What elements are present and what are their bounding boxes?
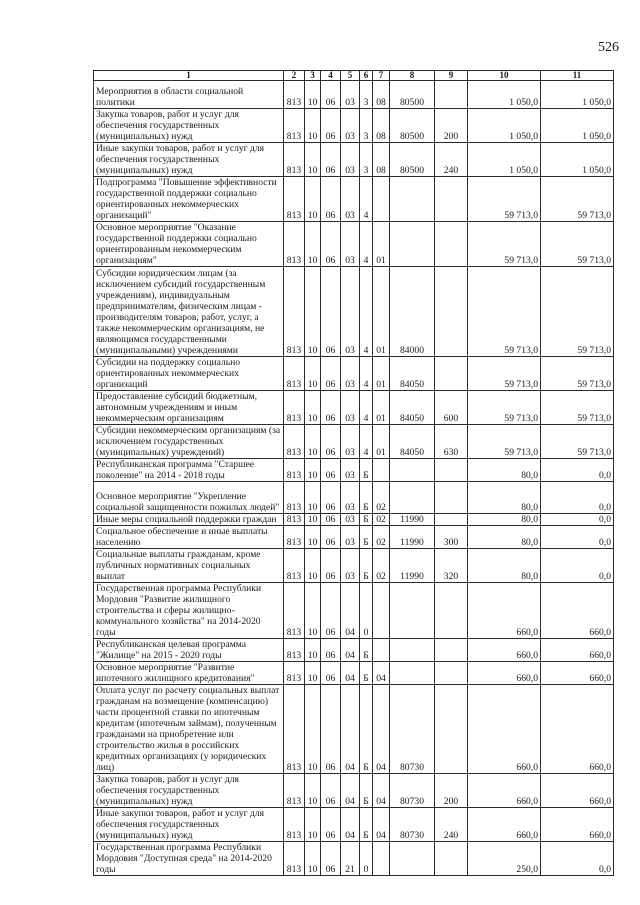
table-row — [94, 143, 614, 177]
cell-col-10: 660,0 — [468, 774, 541, 808]
cell-col-7: 08 — [373, 81, 390, 109]
cell-col-2: 813 — [284, 222, 305, 267]
row-label: Мероприятия в области социальной политики — [94, 81, 284, 109]
cell-col-4: 06 — [321, 808, 341, 842]
cell-col-9: 240 — [435, 808, 468, 842]
cell-col-9 — [435, 583, 468, 639]
row-label: Социальное обеспечение и иные выплаты населению — [94, 526, 284, 549]
cell-col-4: 06 — [321, 143, 341, 177]
row-label: Субсидии юридическим лицам (за исключением субсидий государственным учреждениям), индивидуальным предпринимателям, физическим лицам - производителям товаров, работ, услуг, а также некоммерческим организациям, не являющимся государственными (муниципальными) учреждениями — [94, 267, 284, 357]
cell-col-4: 06 — [321, 482, 341, 514]
table-row — [94, 514, 614, 526]
cell-col-5: 04 — [341, 685, 360, 774]
cell-col-9: 200 — [435, 774, 468, 808]
column-header-9: 9 — [435, 71, 468, 81]
cell-col-3: 10 — [305, 808, 321, 842]
cell-col-9: 600 — [435, 391, 468, 425]
table-row — [94, 425, 614, 459]
cell-col-9 — [435, 357, 468, 391]
cell-col-9 — [435, 514, 468, 526]
cell-col-8: 11990 — [390, 549, 435, 583]
table-row — [94, 842, 614, 876]
table-row — [94, 685, 614, 774]
row-label: Субсидии некоммерческим организациям (за исключением государственных (муниципальных) учреждений) — [94, 425, 284, 459]
cell-col-8: 80500 — [390, 81, 435, 109]
cell-col-9 — [435, 177, 468, 222]
cell-col-5: 03 — [341, 514, 360, 526]
cell-col-10: 1 050,0 — [468, 109, 541, 143]
column-header-6: 6 — [360, 71, 373, 81]
cell-col-3: 10 — [305, 774, 321, 808]
cell-col-10: 59 713,0 — [468, 425, 541, 459]
row-label: Закупка товаров, работ и услуг для обеспечения государственных (муниципальных) нужд — [94, 774, 284, 808]
cell-col-9: 300 — [435, 526, 468, 549]
cell-col-8 — [390, 177, 435, 222]
cell-col-2: 813 — [284, 774, 305, 808]
cell-col-9 — [435, 842, 468, 876]
cell-col-9: 320 — [435, 549, 468, 583]
cell-col-10: 660,0 — [468, 583, 541, 639]
column-header-4: 4 — [321, 71, 341, 81]
cell-col-10: 660,0 — [468, 808, 541, 842]
cell-col-4: 06 — [321, 685, 341, 774]
cell-col-7: 08 — [373, 143, 390, 177]
cell-col-10: 660,0 — [468, 639, 541, 662]
cell-col-10: 59 713,0 — [468, 357, 541, 391]
cell-col-10: 1 050,0 — [468, 81, 541, 109]
cell-col-11: 660,0 — [541, 583, 614, 639]
row-label: Государственная программа Республики Мордовия "Развитие жилищного строительства и сферы жилищно-коммунального хозяйства" на 2014-2020 годы — [94, 583, 284, 639]
cell-col-3: 10 — [305, 81, 321, 109]
cell-col-7: 01 — [373, 425, 390, 459]
cell-col-3: 10 — [305, 549, 321, 583]
cell-col-6: 4 — [360, 267, 373, 357]
cell-col-2: 813 — [284, 482, 305, 514]
row-label: Иные меры социальной поддержки граждан — [94, 514, 284, 526]
cell-col-11: 660,0 — [541, 774, 614, 808]
cell-col-11: 0,0 — [541, 459, 614, 482]
table-row — [94, 583, 614, 639]
cell-col-10: 59 713,0 — [468, 391, 541, 425]
cell-col-8: 11990 — [390, 514, 435, 526]
cell-col-9: 200 — [435, 109, 468, 143]
column-header-11: 11 — [541, 71, 614, 81]
cell-col-3: 10 — [305, 526, 321, 549]
cell-col-9 — [435, 685, 468, 774]
cell-col-2: 813 — [284, 662, 305, 685]
cell-col-7: 02 — [373, 514, 390, 526]
row-label: Иные закупки товаров, работ и услуг для обеспечения государственных (муниципальных) нужд — [94, 143, 284, 177]
table-row — [94, 639, 614, 662]
cell-col-8 — [390, 482, 435, 514]
cell-col-5: 03 — [341, 391, 360, 425]
column-header-2: 2 — [284, 71, 305, 81]
cell-col-4: 06 — [321, 109, 341, 143]
cell-col-11: 59 713,0 — [541, 177, 614, 222]
cell-col-9 — [435, 81, 468, 109]
cell-col-4: 06 — [321, 81, 341, 109]
cell-col-3: 10 — [305, 425, 321, 459]
cell-col-6: Б — [360, 459, 373, 482]
cell-col-7 — [373, 177, 390, 222]
cell-col-5: 03 — [341, 177, 360, 222]
cell-col-4: 06 — [321, 177, 341, 222]
cell-col-5: 03 — [341, 526, 360, 549]
cell-col-5: 04 — [341, 774, 360, 808]
cell-col-6: Б — [360, 808, 373, 842]
cell-col-7 — [373, 583, 390, 639]
row-label: Республиканская целевая программа "Жилище" на 2015 - 2020 годы — [94, 639, 284, 662]
cell-col-6: 4 — [360, 222, 373, 267]
cell-col-8: 84050 — [390, 425, 435, 459]
page-number: 526 — [598, 40, 619, 55]
cell-col-10: 80,0 — [468, 526, 541, 549]
cell-col-10: 59 713,0 — [468, 177, 541, 222]
cell-col-4: 06 — [321, 459, 341, 482]
cell-col-7: 02 — [373, 549, 390, 583]
cell-col-4: 06 — [321, 526, 341, 549]
cell-col-5: 03 — [341, 267, 360, 357]
table-row — [94, 222, 614, 267]
cell-col-4: 06 — [321, 425, 341, 459]
cell-col-7: 01 — [373, 391, 390, 425]
cell-col-7: 04 — [373, 685, 390, 774]
cell-col-10: 80,0 — [468, 459, 541, 482]
cell-col-6: 3 — [360, 81, 373, 109]
cell-col-8: 80730 — [390, 774, 435, 808]
cell-col-8 — [390, 842, 435, 876]
cell-col-8: 84000 — [390, 267, 435, 357]
table-row — [94, 482, 614, 514]
cell-col-8: 80500 — [390, 109, 435, 143]
cell-col-7 — [373, 842, 390, 876]
column-header-8: 8 — [390, 71, 435, 81]
cell-col-6: 4 — [360, 177, 373, 222]
cell-col-5: 03 — [341, 425, 360, 459]
cell-col-10: 660,0 — [468, 662, 541, 685]
cell-col-10: 80,0 — [468, 514, 541, 526]
cell-col-6: 4 — [360, 357, 373, 391]
cell-col-3: 10 — [305, 143, 321, 177]
table-row — [94, 267, 614, 357]
cell-col-4: 06 — [321, 549, 341, 583]
cell-col-4: 06 — [321, 662, 341, 685]
cell-col-3: 10 — [305, 177, 321, 222]
cell-col-2: 813 — [284, 357, 305, 391]
cell-col-9 — [435, 267, 468, 357]
cell-col-3: 10 — [305, 357, 321, 391]
cell-col-11: 0,0 — [541, 526, 614, 549]
cell-col-8: 11990 — [390, 526, 435, 549]
cell-col-8 — [390, 639, 435, 662]
cell-col-6: 3 — [360, 143, 373, 177]
cell-col-2: 813 — [284, 842, 305, 876]
cell-col-2: 813 — [284, 81, 305, 109]
cell-col-4: 06 — [321, 639, 341, 662]
cell-col-8 — [390, 459, 435, 482]
cell-col-4: 06 — [321, 583, 341, 639]
cell-col-8: 80730 — [390, 685, 435, 774]
cell-col-7: 08 — [373, 109, 390, 143]
cell-col-10: 59 713,0 — [468, 222, 541, 267]
cell-col-2: 813 — [284, 267, 305, 357]
cell-col-3: 10 — [305, 639, 321, 662]
row-label: Субсидии на поддержку социально ориентированных некоммерческих организаций — [94, 357, 284, 391]
table-body — [94, 81, 614, 876]
table-row — [94, 177, 614, 222]
column-header-1: 1 — [94, 71, 284, 81]
cell-col-7 — [373, 459, 390, 482]
cell-col-6: Б — [360, 514, 373, 526]
cell-col-2: 813 — [284, 425, 305, 459]
cell-col-3: 10 — [305, 662, 321, 685]
cell-col-6: Б — [360, 774, 373, 808]
cell-col-11: 660,0 — [541, 639, 614, 662]
cell-col-8: 80500 — [390, 143, 435, 177]
cell-col-7: 01 — [373, 357, 390, 391]
cell-col-3: 10 — [305, 459, 321, 482]
cell-col-8 — [390, 222, 435, 267]
cell-col-7: 04 — [373, 774, 390, 808]
row-label: Подпрограмма "Повышение эффективности государственной поддержки социально ориентированных некоммерческих организаций" — [94, 177, 284, 222]
table-row — [94, 526, 614, 549]
cell-col-11: 0,0 — [541, 482, 614, 514]
table-row — [94, 391, 614, 425]
cell-col-7: 01 — [373, 267, 390, 357]
header-row — [94, 71, 614, 81]
cell-col-11: 0,0 — [541, 842, 614, 876]
cell-col-5: 04 — [341, 583, 360, 639]
cell-col-4: 06 — [321, 514, 341, 526]
table-row — [94, 549, 614, 583]
table-row — [94, 459, 614, 482]
cell-col-3: 10 — [305, 391, 321, 425]
cell-col-11: 1 050,0 — [541, 109, 614, 143]
cell-col-11: 59 713,0 — [541, 267, 614, 357]
cell-col-9 — [435, 662, 468, 685]
cell-col-2: 813 — [284, 526, 305, 549]
cell-col-9 — [435, 459, 468, 482]
table-row — [94, 81, 614, 109]
cell-col-11: 660,0 — [541, 685, 614, 774]
cell-col-2: 813 — [284, 514, 305, 526]
cell-col-11: 59 713,0 — [541, 222, 614, 267]
cell-col-6: Б — [360, 482, 373, 514]
cell-col-6: 3 — [360, 109, 373, 143]
cell-col-11: 1 050,0 — [541, 81, 614, 109]
cell-col-11: 59 713,0 — [541, 357, 614, 391]
row-label: Основное мероприятие "Оказание государственной поддержки социально ориентированным некоммерческим организациям" — [94, 222, 284, 267]
cell-col-8: 80730 — [390, 808, 435, 842]
cell-col-6: 0 — [360, 583, 373, 639]
row-label: Закупка товаров, работ и услуг для обеспечения государственных (муниципальных) нужд — [94, 109, 284, 143]
cell-col-2: 813 — [284, 808, 305, 842]
row-label: Основное мероприятие "Развитие ипотечного жилищного кредитования" — [94, 662, 284, 685]
cell-col-10: 1 050,0 — [468, 143, 541, 177]
cell-col-5: 21 — [341, 842, 360, 876]
row-label: Государственная программа Республики Мордовия "Доступная среда" на 2014-2020 годы — [94, 842, 284, 876]
cell-col-9: 240 — [435, 143, 468, 177]
cell-col-4: 06 — [321, 267, 341, 357]
cell-col-10: 250,0 — [468, 842, 541, 876]
cell-col-3: 10 — [305, 482, 321, 514]
cell-col-6: Б — [360, 639, 373, 662]
column-header-10: 10 — [468, 71, 541, 81]
cell-col-2: 813 — [284, 549, 305, 583]
cell-col-6: Б — [360, 685, 373, 774]
cell-col-3: 10 — [305, 222, 321, 267]
table-row — [94, 662, 614, 685]
cell-col-4: 06 — [321, 842, 341, 876]
cell-col-10: 80,0 — [468, 482, 541, 514]
row-label: Иные закупки товаров, работ и услуг для обеспечения государственных (муниципальных) нужд — [94, 808, 284, 842]
cell-col-2: 813 — [284, 391, 305, 425]
cell-col-8 — [390, 583, 435, 639]
cell-col-4: 06 — [321, 774, 341, 808]
cell-col-3: 10 — [305, 583, 321, 639]
cell-col-3: 10 — [305, 109, 321, 143]
cell-col-2: 813 — [284, 109, 305, 143]
cell-col-9 — [435, 482, 468, 514]
table-row — [94, 109, 614, 143]
cell-col-5: 03 — [341, 549, 360, 583]
row-label: Оплата услуг по расчету социальных выплат гражданам на возмещение (компенсацию) части процентной ставки по ипотечным кредитам (ипотечным займам), полученным гражданами на приобретение или строительство жилья в российских кредитных организациях (у юридических лиц) — [94, 685, 284, 774]
cell-col-5: 03 — [341, 357, 360, 391]
column-header-7: 7 — [373, 71, 390, 81]
cell-col-7: 02 — [373, 482, 390, 514]
table-row — [94, 774, 614, 808]
cell-col-2: 813 — [284, 583, 305, 639]
cell-col-7: 02 — [373, 526, 390, 549]
cell-col-5: 03 — [341, 459, 360, 482]
cell-col-10: 660,0 — [468, 685, 541, 774]
cell-col-11: 660,0 — [541, 662, 614, 685]
cell-col-6: 4 — [360, 391, 373, 425]
cell-col-9 — [435, 639, 468, 662]
cell-col-6: Б — [360, 549, 373, 583]
cell-col-4: 06 — [321, 357, 341, 391]
cell-col-11: 59 713,0 — [541, 425, 614, 459]
cell-col-5: 04 — [341, 808, 360, 842]
cell-col-7: 04 — [373, 808, 390, 842]
cell-col-3: 10 — [305, 514, 321, 526]
cell-col-5: 03 — [341, 482, 360, 514]
table-row — [94, 357, 614, 391]
table-row — [94, 808, 614, 842]
cell-col-6: Б — [360, 526, 373, 549]
cell-col-5: 03 — [341, 81, 360, 109]
cell-col-11: 660,0 — [541, 808, 614, 842]
cell-col-6: Б — [360, 662, 373, 685]
row-label: Республиканская программа "Старшее поколение" на 2014 - 2018 годы — [94, 459, 284, 482]
cell-col-7 — [373, 639, 390, 662]
cell-col-10: 59 713,0 — [468, 267, 541, 357]
cell-col-3: 10 — [305, 685, 321, 774]
cell-col-2: 813 — [284, 143, 305, 177]
cell-col-5: 03 — [341, 109, 360, 143]
cell-col-6: 0 — [360, 842, 373, 876]
cell-col-5: 03 — [341, 143, 360, 177]
cell-col-3: 10 — [305, 267, 321, 357]
column-header-5: 5 — [341, 71, 360, 81]
cell-col-7: 01 — [373, 222, 390, 267]
cell-col-2: 813 — [284, 685, 305, 774]
cell-col-8 — [390, 662, 435, 685]
cell-col-8: 84050 — [390, 391, 435, 425]
cell-col-9 — [435, 222, 468, 267]
row-label: Социальные выплаты гражданам, кроме публичных нормативных социальных выплат — [94, 549, 284, 583]
cell-col-11: 1 050,0 — [541, 143, 614, 177]
cell-col-7: 04 — [373, 662, 390, 685]
cell-col-11: 59 713,0 — [541, 391, 614, 425]
cell-col-11: 0,0 — [541, 549, 614, 583]
cell-col-2: 813 — [284, 459, 305, 482]
row-label: Основное мероприятие "Укрепление социальной защищенности пожилых людей" — [94, 482, 284, 514]
budget-table — [93, 70, 614, 876]
column-header-3: 3 — [305, 71, 321, 81]
cell-col-4: 06 — [321, 222, 341, 267]
cell-col-4: 06 — [321, 391, 341, 425]
row-label: Предоставление субсидий бюджетным, автономным учреждениям и иным некоммерческим организациям — [94, 391, 284, 425]
cell-col-8: 84050 — [390, 357, 435, 391]
cell-col-2: 813 — [284, 639, 305, 662]
cell-col-6: 4 — [360, 425, 373, 459]
cell-col-10: 80,0 — [468, 549, 541, 583]
cell-col-5: 04 — [341, 662, 360, 685]
cell-col-5: 04 — [341, 639, 360, 662]
cell-col-3: 10 — [305, 842, 321, 876]
cell-col-9: 630 — [435, 425, 468, 459]
cell-col-11: 0,0 — [541, 514, 614, 526]
cell-col-5: 03 — [341, 222, 360, 267]
cell-col-2: 813 — [284, 177, 305, 222]
